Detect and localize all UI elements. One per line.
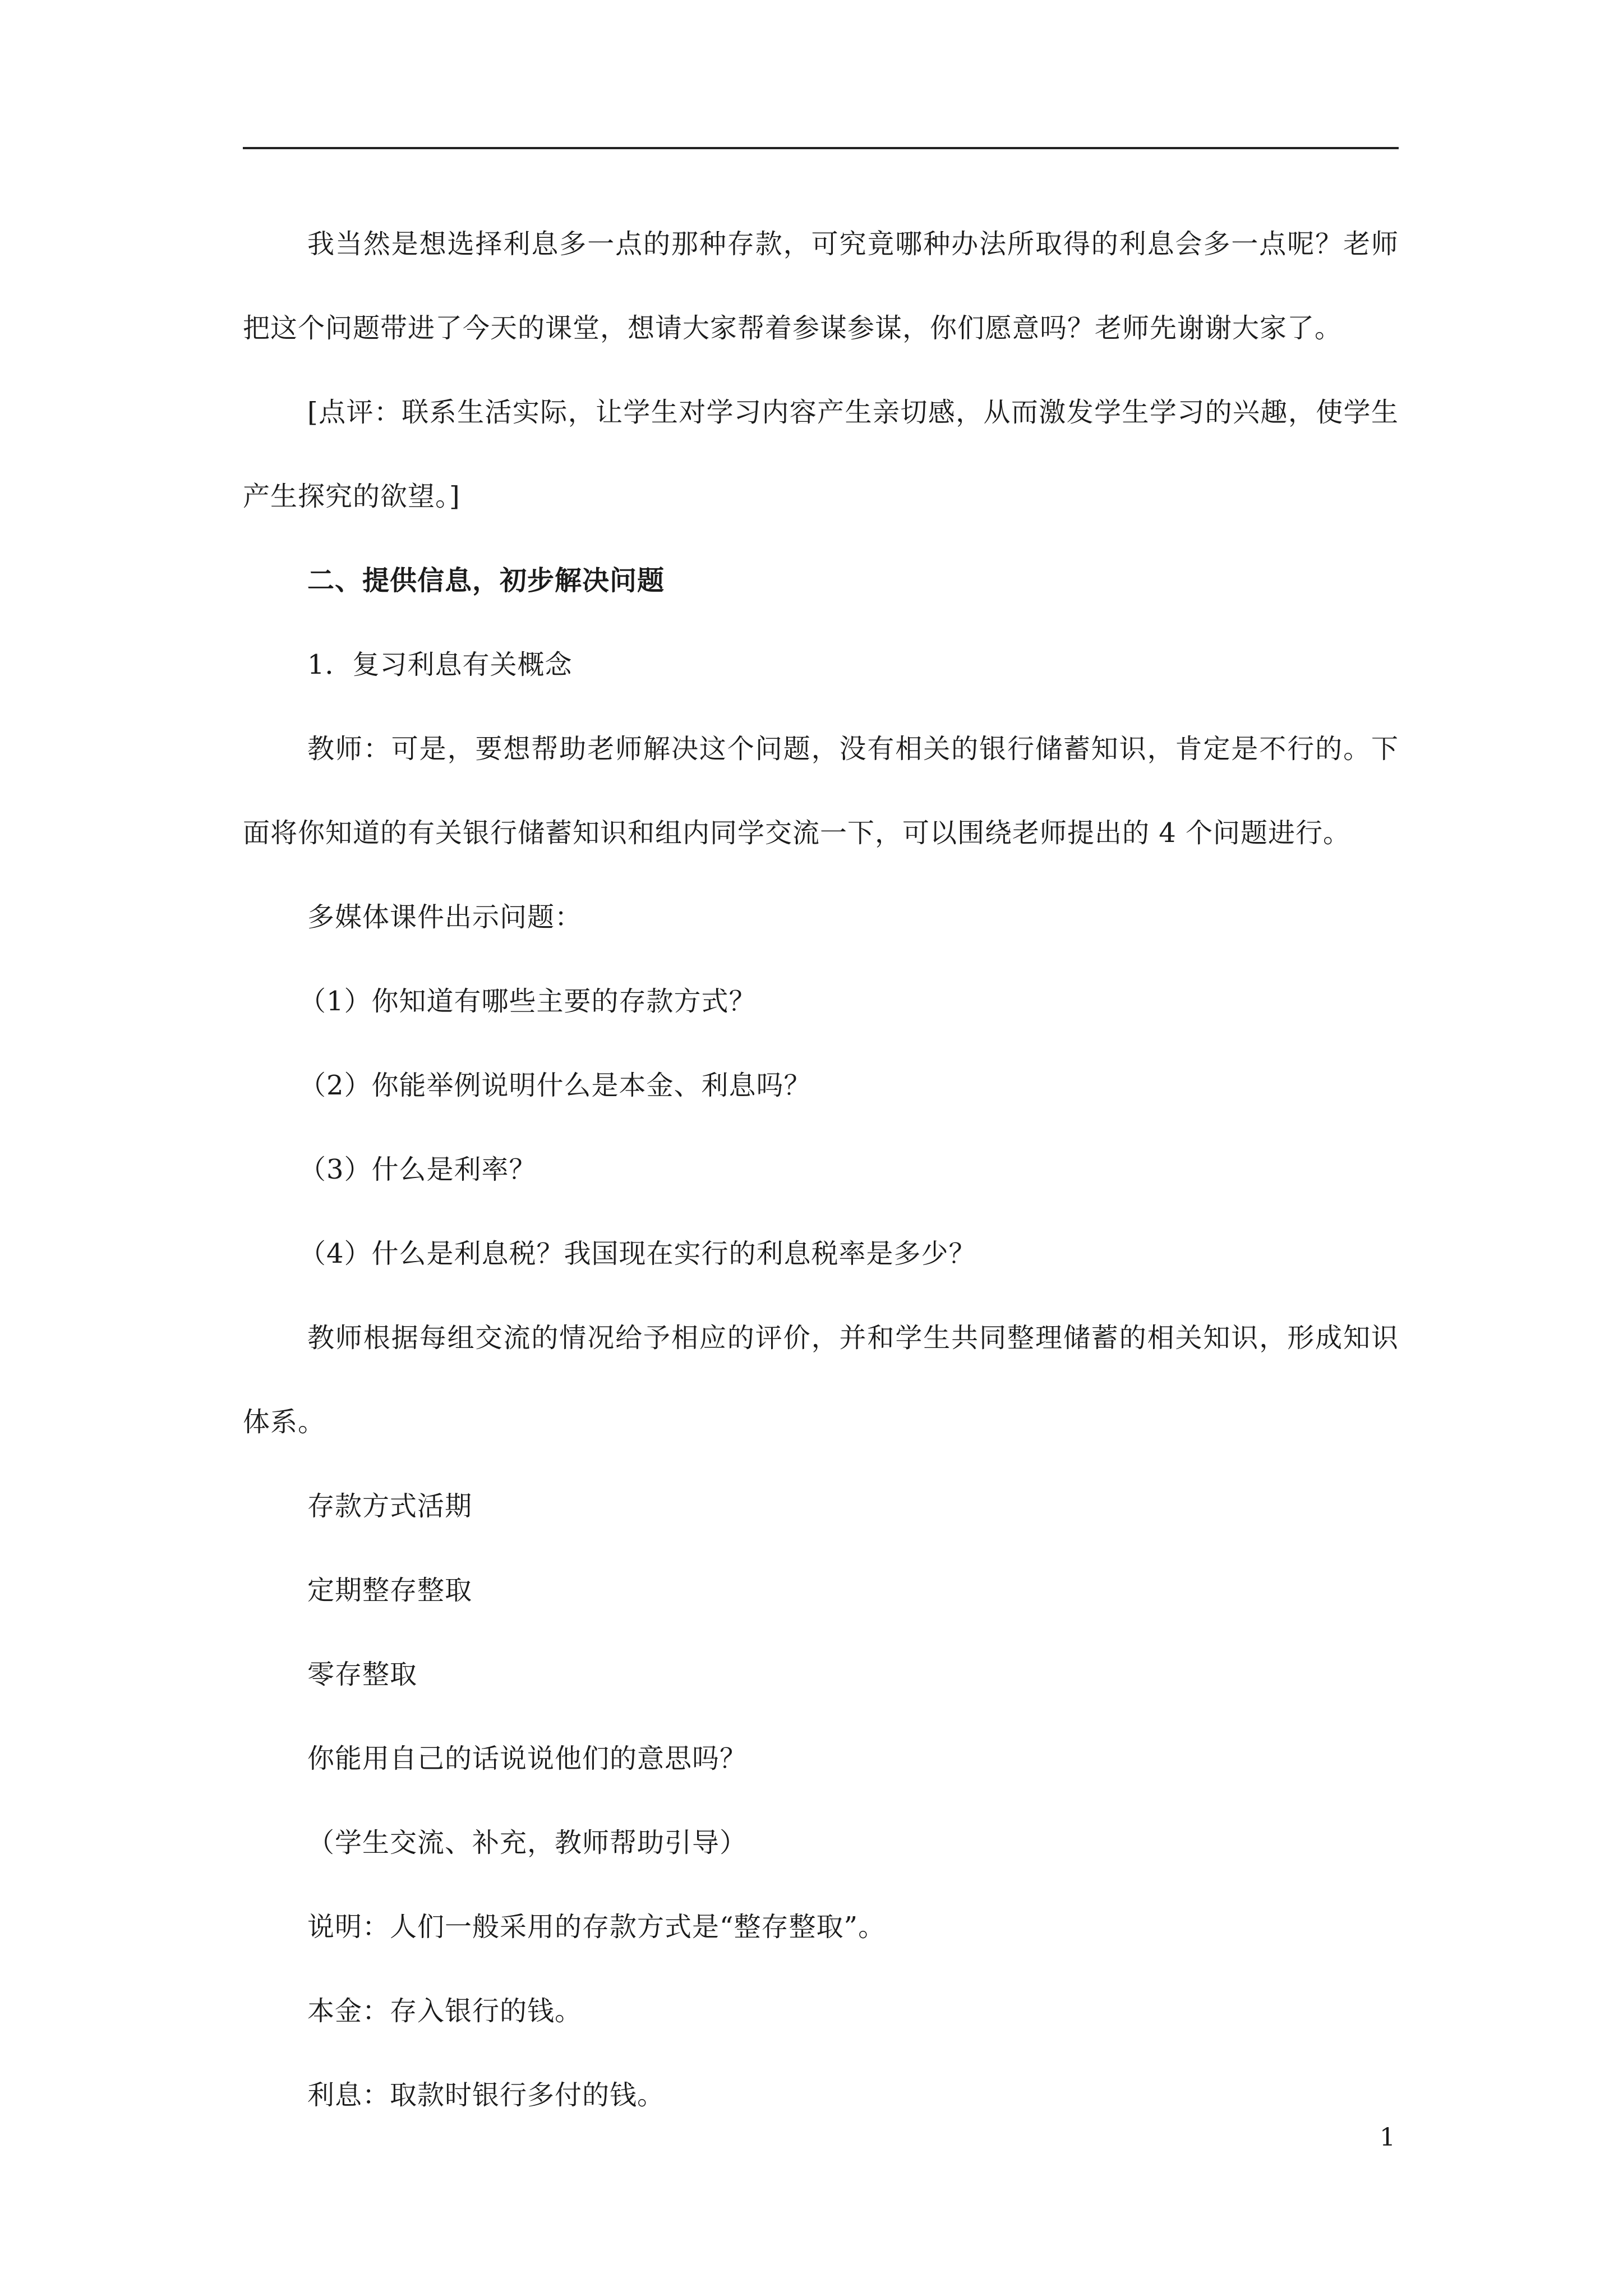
paragraph-intro: 我当然是想选择利息多一点的那种存款，可究竟哪种办法所取得的利息会多一点呢？老师把这个问题带进了今天的课堂，想请大家帮着参谋参谋，你们愿意吗？老师先谢谢大家了。: [243, 228, 1399, 344]
paragraph-student-exchange: （学生交流、补充，教师帮助引导）: [307, 1827, 748, 1858]
deposit-type-installment: 零存整取: [307, 1659, 418, 1690]
page-number: 1: [1380, 2123, 1395, 2152]
header-rule: [243, 147, 1399, 149]
question-4: （4）什么是利息税？我国现在实行的利息税率是多少？: [299, 1238, 976, 1269]
paragraph-explain-prompt: 你能用自己的话说说他们的意思吗？: [307, 1743, 748, 1774]
question-2: （2）你能举例说明什么是本金、利息吗？: [299, 1070, 811, 1101]
subsection-heading: 1．复习利息有关概念: [307, 649, 573, 680]
paragraph-comment: [点评：联系生活实际，让学生对学习内容产生亲切感，从而激发学生学习的兴趣，使学生产生探究的欲望。]: [243, 397, 1399, 512]
section-heading: 二、提供信息，初步解决问题: [307, 565, 665, 596]
paragraph-multimedia: 多媒体课件出示问题：: [307, 901, 583, 933]
question-1: （1）你知道有哪些主要的存款方式？: [299, 986, 757, 1017]
paragraph-teacher: 教师：可是，要想帮助老师解决这个问题，没有相关的银行储蓄知识，肯定是不行的。下面将你知道的有关银行储蓄知识和组内同学交流一下，可以围绕老师提出的 4 个问题进行。: [243, 733, 1399, 849]
definition-interest: 利息：取款时银行多付的钱。: [307, 2079, 665, 2111]
definition-principal: 本金：存入银行的钱。: [307, 1995, 583, 2027]
deposit-type-current: 存款方式活期: [307, 1490, 473, 1522]
deposit-type-fixed: 定期整存整取: [307, 1575, 473, 1606]
paragraph-evaluation: 教师根据每组交流的情况给予相应的评价，并和学生共同整理储蓄的相关知识，形成知识体系。: [243, 1322, 1399, 1438]
question-3: （3）什么是利率？: [299, 1154, 537, 1185]
paragraph-note: 说明：人们一般采用的存款方式是“整存整取”。: [307, 1911, 886, 1943]
document-body: [243, 202, 1399, 2137]
